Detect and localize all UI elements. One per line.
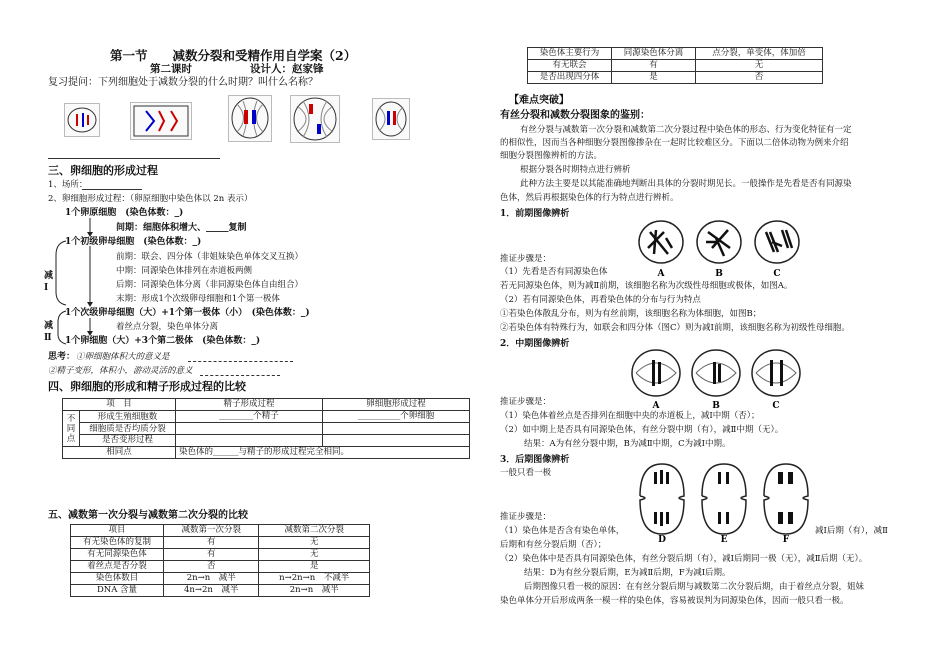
anaphase-title: 3．后期图像辨析 bbox=[500, 455, 570, 465]
meiosis1-prophase: 前期：联会、四分体（非姐妹染色单体交叉互换） bbox=[116, 252, 304, 262]
mei-cell: 有 bbox=[164, 549, 259, 561]
primary-oocyte: 1个初级卵母细胞 (染色体数：_) bbox=[65, 237, 202, 247]
think-question-1: ①卵细胞体积大的意义是 bbox=[76, 352, 170, 362]
top-table bbox=[527, 47, 823, 84]
top-cell: 是否出现四分体 bbox=[528, 72, 612, 84]
think-label: 思考： bbox=[48, 352, 76, 362]
metaphase-title: 2．中期图像辨析 bbox=[500, 339, 570, 349]
paragraph-1a: 有丝分裂与减数第一次分裂和减数第二次分裂过程中染色体的形态、行为变化特征有一定 bbox=[520, 125, 852, 135]
review-question: 复习提问：下列细胞处于减数分裂的什么时期？叫什么名称？ bbox=[48, 77, 318, 88]
paragraph-1c: 细胞分裂图像辨析的方法。 bbox=[500, 151, 603, 161]
think-blank-1 bbox=[188, 361, 293, 362]
mei-cell: DNA 含量 bbox=[71, 585, 164, 597]
mei-cell: 2n→n 减半 bbox=[259, 585, 370, 597]
page-title: 第一节 减数分裂和受精作用自学案（2） bbox=[110, 48, 357, 63]
anaphase-line-1: （1）染色体是否含有染色单体， bbox=[500, 526, 625, 536]
comparison-table bbox=[62, 398, 470, 459]
mei-header: 减数第一次分裂 bbox=[164, 525, 259, 537]
anaphase-line-1-right: 减Ⅰ后期（有），减Ⅱ bbox=[815, 526, 888, 536]
metaphase-line-1: （1）染色体着丝点是否排列在细胞中央的赤道板上，减Ⅰ中期（否）； bbox=[500, 411, 760, 421]
prophase-steps: 推证步骤是： bbox=[500, 254, 552, 264]
top-cell: 染色体主要行为 bbox=[528, 48, 612, 60]
difficulty-subtitle: 有丝分裂和减数分裂图象的鉴别： bbox=[500, 110, 650, 121]
label-b: B bbox=[712, 401, 720, 411]
meiosis1-anaphase: 后期：同源染色体分离（非同源染色体自由组合） bbox=[116, 280, 304, 290]
prophase-title: 1．前期图像辨析 bbox=[500, 209, 570, 219]
label-a: A bbox=[657, 269, 665, 279]
anaphase-figures bbox=[630, 460, 820, 545]
paragraph-3a: 此种方法主要是以其能准确地判断出具体的分裂时期见长。一般操作是先看是否有同源染 bbox=[520, 179, 852, 189]
top-cell: 有 bbox=[612, 60, 696, 72]
designer-label: 设计人：赵家锋 bbox=[250, 63, 324, 75]
cmp-cell: __________个卵细胞 bbox=[323, 411, 470, 423]
mei-cell: 有无染色体的复制 bbox=[71, 537, 164, 549]
paragraph-2: 根据分裂各时期特点进行辨析 bbox=[520, 165, 631, 175]
anaphase-line-3: （2）染色体中是否具有同源染色体，有丝分裂后期（有），减Ⅰ后期同一极（无），减Ⅱ后期（无）。 bbox=[500, 554, 868, 564]
label-f: F bbox=[782, 535, 790, 545]
secondary-oocyte: 1个次级卵母细胞（大）+1个第一极体（小） (染色体数：_) bbox=[65, 308, 310, 318]
cmp-cell bbox=[176, 435, 323, 447]
meiosis1-telophase: 末期：形成1个次级卵母细胞和1个第一极体 bbox=[116, 294, 280, 304]
label-e: E bbox=[720, 535, 728, 545]
cmp-same-text: 染色体的______与精子的形成过程完全相同。 bbox=[176, 447, 470, 459]
cmp-cell bbox=[323, 435, 470, 447]
metaphase-line-2: （2）如中期上是否具有同源染色体，有丝分裂中期（有），减Ⅱ中期（无）。 bbox=[500, 425, 784, 435]
prophase-line-2: 若无同源染色体，则为减Ⅱ前期，该细胞名称为次级性母细胞或极体，如图A。 bbox=[500, 281, 793, 291]
section3-title: 三、卵细胞的形成过程 bbox=[48, 164, 158, 177]
place-label: 1、场所： bbox=[48, 180, 88, 190]
mei-cell: 有 bbox=[164, 537, 259, 549]
meiosis1-label: 减Ⅰ bbox=[44, 271, 54, 293]
oogonium: 1个卵原细胞 (染色体数：_) bbox=[65, 208, 184, 218]
cmp-header-egg: 卵细胞形成过程 bbox=[323, 399, 470, 411]
paragraph-1b: 的相似性，因而当各种细胞分裂图像掺杂在一起时比较难区分。下面以二倍体动物为例来介绍 bbox=[500, 138, 849, 148]
meiosis1-metaphase: 中期：同源染色体排列在赤道板两侧 bbox=[116, 266, 253, 276]
mei-cell: 染色体数目 bbox=[71, 573, 164, 585]
metaphase-figures bbox=[628, 348, 808, 410]
interphase: 间期：细胞体积增大、_____复制 bbox=[116, 223, 247, 233]
mei-cell: 无 bbox=[259, 537, 370, 549]
metaphase-result: 结果：A为有丝分裂中期，B为减Ⅱ中期，C为减Ⅰ中期。 bbox=[524, 439, 731, 449]
top-cell: 无 bbox=[696, 60, 823, 72]
cmp-row-label: 形成生殖细胞数 bbox=[80, 411, 176, 423]
process-intro: 2、卵细胞形成过程：（卵原细胞中染色体以 2n 表示） bbox=[48, 194, 253, 204]
cmp-header-item: 项 目 bbox=[63, 399, 176, 411]
label-c: C bbox=[772, 401, 780, 411]
label-c: C bbox=[773, 269, 781, 279]
section4-title: 四、卵细胞的形成和精子形成过程的比较 bbox=[48, 380, 246, 393]
prophase-line-1: （1）先看是否有同源染色体 bbox=[500, 267, 608, 277]
top-cell: 同源染色体分离 bbox=[612, 48, 696, 60]
top-cell: 否 bbox=[696, 72, 823, 84]
mei-cell: 无 bbox=[259, 549, 370, 561]
mei-cell: n→2n→n 不减半 bbox=[259, 573, 370, 585]
think-blank-2 bbox=[200, 375, 280, 376]
mei-cell: 着丝点是否分裂 bbox=[71, 561, 164, 573]
cmp-row-label: 细胞质是否均质分裂 bbox=[80, 423, 176, 435]
think-question-2: ②精子变形，体积小，游动灵活的意义 bbox=[48, 366, 193, 376]
cmp-cell bbox=[323, 423, 470, 435]
meiosis2-split: 着丝点分裂，染色单体分离 bbox=[116, 322, 219, 332]
lesson-label: 第二课时 bbox=[150, 63, 192, 75]
meiosis2-label: 减Ⅱ bbox=[44, 321, 54, 343]
mei-cell: 是 bbox=[259, 561, 370, 573]
anaphase-result: 结果：D为有丝分裂后期，E为减Ⅱ后期，F为减Ⅰ后期。 bbox=[524, 568, 731, 578]
prophase-line-5: ②若染色体有特殊行为，如联会和四分体（图C）则为减Ⅰ前期，该细胞名称为初级性母细胞。 bbox=[500, 323, 850, 333]
paragraph-3b: 色体，然后再根据染色体的行为特点进行辨析。 bbox=[500, 193, 679, 203]
cmp-row-label: 是否变形过程 bbox=[80, 435, 176, 447]
paragraph-4a: 后期图像只看一极的原因：在有丝分裂后期与减数第二次分裂后期，由于着丝点分裂，姐妹 bbox=[524, 582, 865, 592]
anaphase-subtitle: 一般只看一极 bbox=[500, 468, 552, 478]
anaphase-line-2: 后期和有丝分裂后期（否）； bbox=[500, 540, 607, 550]
anaphase-steps: 推证步骤是： bbox=[500, 512, 552, 522]
difficulty-title: 【难点突破】 bbox=[509, 95, 569, 106]
mei-cell: 4n→2n 减半 bbox=[164, 585, 259, 597]
section5-title: 五、减数第一次分裂与减数第二次分裂的比较 bbox=[48, 510, 248, 521]
prophase-line-4: ①若染色体散乱分布，则为有丝前期，该细胞名称为体细胞，如图B； bbox=[500, 309, 762, 319]
label-d: D bbox=[658, 535, 666, 545]
top-cell: 点分裂，单变体，体加倍 bbox=[696, 48, 823, 60]
cmp-cell: ________个精子 bbox=[176, 411, 323, 423]
meiosis-comparison-table bbox=[70, 524, 370, 597]
mei-cell: 否 bbox=[164, 561, 259, 573]
cmp-header-sperm: 精子形成过程 bbox=[176, 399, 323, 411]
prophase-line-3: （2）若有同源染色体，再看染色体的分布与行为特点 bbox=[500, 295, 701, 305]
paragraph-4b: 染色单体分开后形成两条一模一样的染色体，容易被误判为同源染色体，因而一般只看一极。 bbox=[500, 596, 849, 606]
mei-header: 项目 bbox=[71, 525, 164, 537]
mei-header: 减数第二次分裂 bbox=[259, 525, 370, 537]
label-a: A bbox=[652, 401, 660, 411]
mei-cell: 有无同源染色体 bbox=[71, 549, 164, 561]
cmp-same-label: 相同点 bbox=[63, 447, 176, 459]
top-cell: 有无联会 bbox=[528, 60, 612, 72]
cmp-cell bbox=[176, 423, 323, 435]
prophase-figures bbox=[636, 218, 806, 280]
mei-cell: 2n→n 减半 bbox=[164, 573, 259, 585]
egg-cell: 1个卵细胞（大）+3个第二极体 (染色体数：_) bbox=[65, 336, 261, 346]
label-b: B bbox=[715, 269, 723, 279]
cmp-diff-label: 不同点 bbox=[63, 411, 80, 447]
metaphase-steps: 推证步骤是： bbox=[500, 397, 552, 407]
top-cell: 是 bbox=[612, 72, 696, 84]
